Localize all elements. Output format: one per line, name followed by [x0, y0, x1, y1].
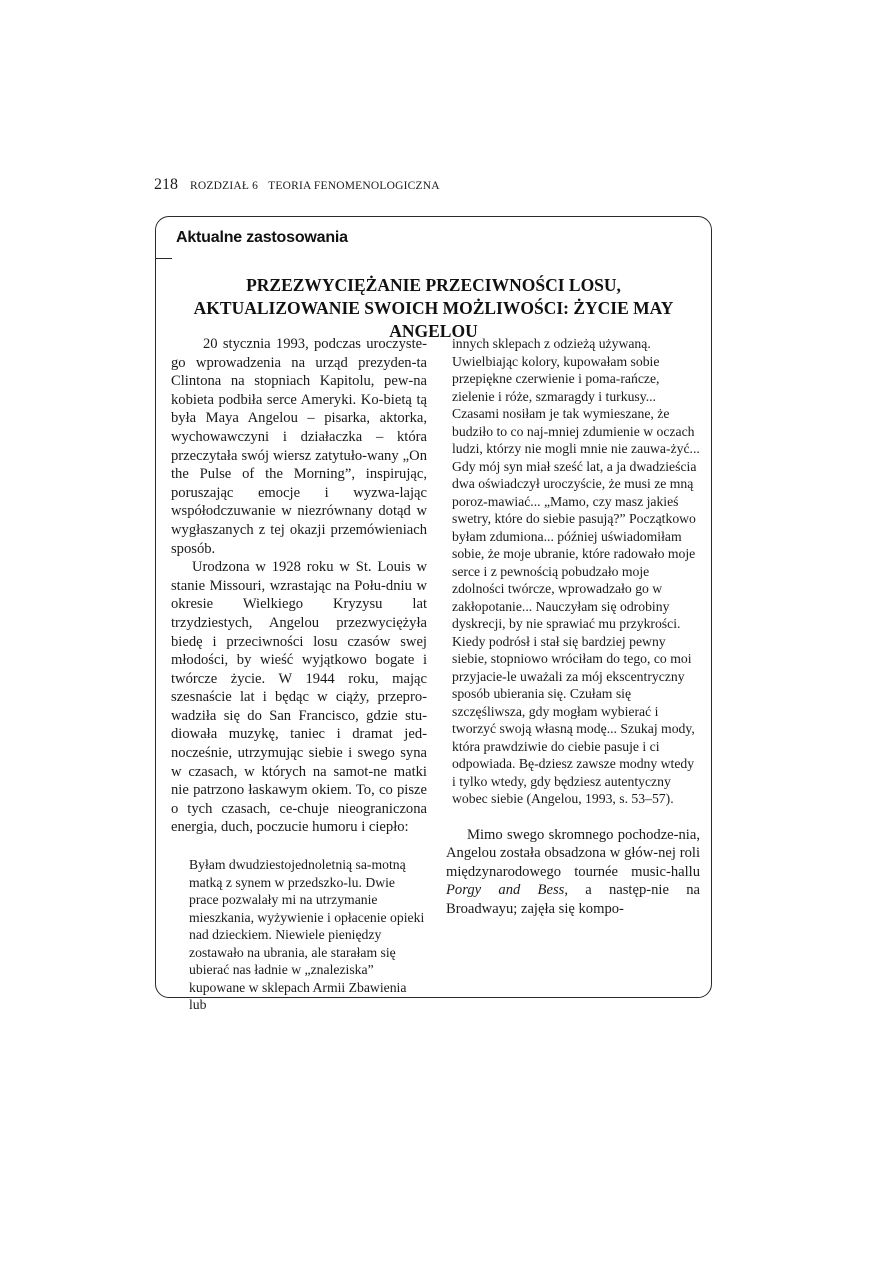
paragraph-career-end: , a następ-nie na Broadwayu; zajęła się kompo-: [446, 882, 700, 917]
block-quote-part-2: innych sklepach z odzieżą używaną. Uwielbiając kolory, kupowałam sobie przepiękne czerwienie i poma-rańcze, zielenie i róże, szmaragdy i turkusy... Czasami nosiłam je tak wymieszane, że budziło to co naj-mniej zdumienie w oczach ludzi, którzy nie mogli mnie nie zauwa-żyć... Gdy mój syn miał sześć lat, a ja dwadzieścia dwa oświadczył uroczyście, że musi ze mną poroz-mawiać... „Mamo, czy masz jakieś swetry, które do siebie pasują?” Początkowo byłam zdumiona... później uświadomiłam sobie, że moje ubranie, które radowało moje serce i z pewnością pobudzało moje zdolności twórcze, wprowadzało go w zakłopotanie... Nauczyłam się odrobiny dyskrecji, by nie sprawiać mu przykrości. Kiedy podrósł i stał się bardziej pewny siebie, stopniowo wróciłam do tego, co moi przyjacie-le uważali za mój ekscentryczny sposób ubierania się. Czułam się szczęśliwsza, gdy mogłam wybierać i tworzyć swoją własną modę... Szukaj mody, która prawdziwie do ciebie pasuje i ci odpowiada. Bę-dziesz zawsze modny wtedy i tylko wtedy, gdy będziesz autentyczny wobec siebie (Angelou, 1993, s. 53–57).: [452, 336, 700, 806]
box-headline: PRZEZWYCIĘŻANIE PRZECIWNOŚCI LOSU, AKTUALIZOWANIE SWOICH MOŻLIWOŚCI: ŻYCIE MAY ANGELOU: [193, 275, 674, 341]
paragraph-career-start: Mimo swego skromnego pochodze-nia, Angelou została obsadzona w głów-nej roli międzynarodowego tournée music-hallu: [446, 826, 700, 880]
running-head: [154, 176, 440, 194]
right-column: [446, 335, 700, 918]
paragraph-career: [446, 826, 700, 919]
box-label-rule: [156, 258, 172, 259]
left-column: [171, 335, 427, 1014]
chapter-label: ROZDZIAŁ 6: [190, 180, 259, 192]
block-quote-part-1: Byłam dwudziestojednoletnią sa-motną matką z synem w przedszko-lu. Dwie prace pozwalały mi na utrzymanie mieszkania, wyżywienie i opłacenie opieki nad dzieckiem. Niewiele pieniędzy zostawało na ubrania, ale starałam się ubierać nas ładnie w „znaleziska” kupowane w sklepach Armii Zbawienia lub: [189, 857, 425, 1013]
work-title: Porgy and Bess: [446, 882, 565, 899]
chapter-title: TEORIA FENOMENOLOGICZNA: [268, 180, 440, 192]
paragraph-biography: Urodzona w 1928 roku w St. Louis w stanie Missouri, wzrastając na Połu-dniu w okresie Wielkiego Kryzysu lat trzydziestych, Angelou przezwyciężyła biedę i przeciwności losu czasów swej młodości, by wieść wyjątkowo bogate i twórcze życie. W 1944 roku, mając szesnaście lat i będąc w ciąży, przepro-wadziła się do San Francisco, gdzie stu-diowała muzykę, taniec i dramat jed-nocześnie, utrzymując siebie i swego syna w czasach, w których na samot-ne matki nie patrzono łaskawym okiem. To, co pisze o tych czasach, ce-chuje nieograniczona energia, duch, poczucie humoru i ciepło:: [171, 559, 427, 836]
application-box: [155, 216, 712, 1013]
paragraph-intro: 20 stycznia 1993, podczas uroczyste-go wprowadzenia na urząd prezyden-ta Clintona na stopniach Kapitolu, pew-na kobieta podbiła serce Ameryki. Ko-bietą tą była Maya Angelou – pisarka, aktorka, wychowawczyni i działaczka – która przeczytała swój wiersz zatytuło-wany „On the Pulse of the Morning”, inspirując, poruszając emocje i wyzwa-lając współodczuwanie w niezrównany dotąd w wygłaszanych z tej okazji przemówieniach sposób.: [171, 336, 427, 557]
box-label: Aktualne zastosowania: [176, 229, 348, 246]
page-number: 218: [154, 176, 178, 193]
